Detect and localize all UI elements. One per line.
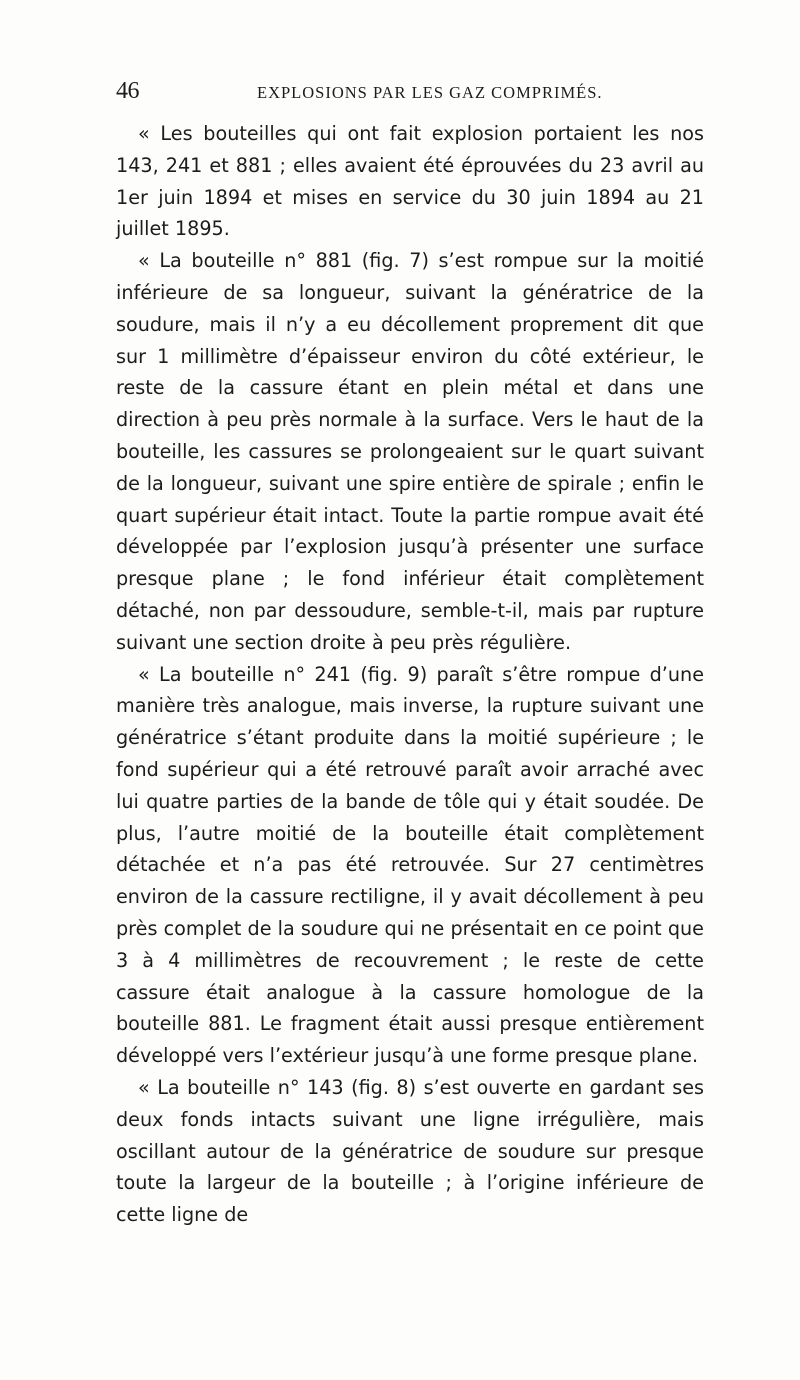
page-number: 46 [116, 78, 139, 104]
paragraph-4: « La bouteille n° 143 (fig. 8) s’est ouverte en gardant ses deux fonds intacts suivant une ligne irrégulière, mais oscillant autour de la génératrice de soudure sur presque toute la largeur de la bouteille ; à l’origine inférieure de cette ligne de [116, 1075, 704, 1227]
body-text [116, 118, 704, 1231]
paragraph-2: « La bouteille n° 881 (fig. 7) s’est rompue sur la moitié inférieure de sa longueur, suivant la génératrice de la soudure, mais il n’y a eu décollement proprement dit que sur 1 millimètre d’épaisseur environ du côté extérieur, le reste de la cassure étant en plein métal et dans une direction à peu près normale à la surface. Vers le haut de la bouteille, les cassures se prolongeaient sur le quart suivant de la longueur, suivant une spire entière de spirale ; enfin le quart supérieur était intact. Toute la partie rompue avait été développée par l’explosion jusqu’à présenter une surface presque plane ; le fond inférieur était complètement détaché, non par dessoudure, semble-t-il, mais par rupture suivant une section droite à peu près régulière. [116, 249, 704, 654]
page-header [116, 78, 706, 108]
paragraph-3: « La bouteille n° 241 (fig. 9) paraît s’être rompue d’une manière très analogue, mais inverse, la rupture suivant une génératrice s’étant produite dans la moitié supérieure ; le fond supérieur qui a été retrouvé paraît avoir arraché avec lui quatre parties de la bande de tôle qui y était soudée. De plus, l’autre moitié de la bouteille était complètement détachée et n’a pas été retrouvée. Sur 27 centimètres environ de la cassure rectiligne, il y avait décollement à peu près complet de la soudure qui ne présentait en ce point que 3 à 4 millimètres de recouvrement ; le reste de cette cassure était analogue à la cassure homologue de la bouteille 881. Le fragment était aussi presque entièrement développé vers l’extérieur jusqu’à une forme presque plane. [116, 662, 704, 1068]
running-title: EXPLOSIONS PAR LES GAZ COMPRIMÉS. [257, 83, 603, 102]
paragraph-1: « Les bouteilles qui ont fait explosion portaient les nos 143, 241 et 881 ; elles avaient été éprouvées du 23 avril au 1er juin 1894 et mises en service du 30 juin 1894 au 21 juillet 1895. [116, 122, 704, 241]
